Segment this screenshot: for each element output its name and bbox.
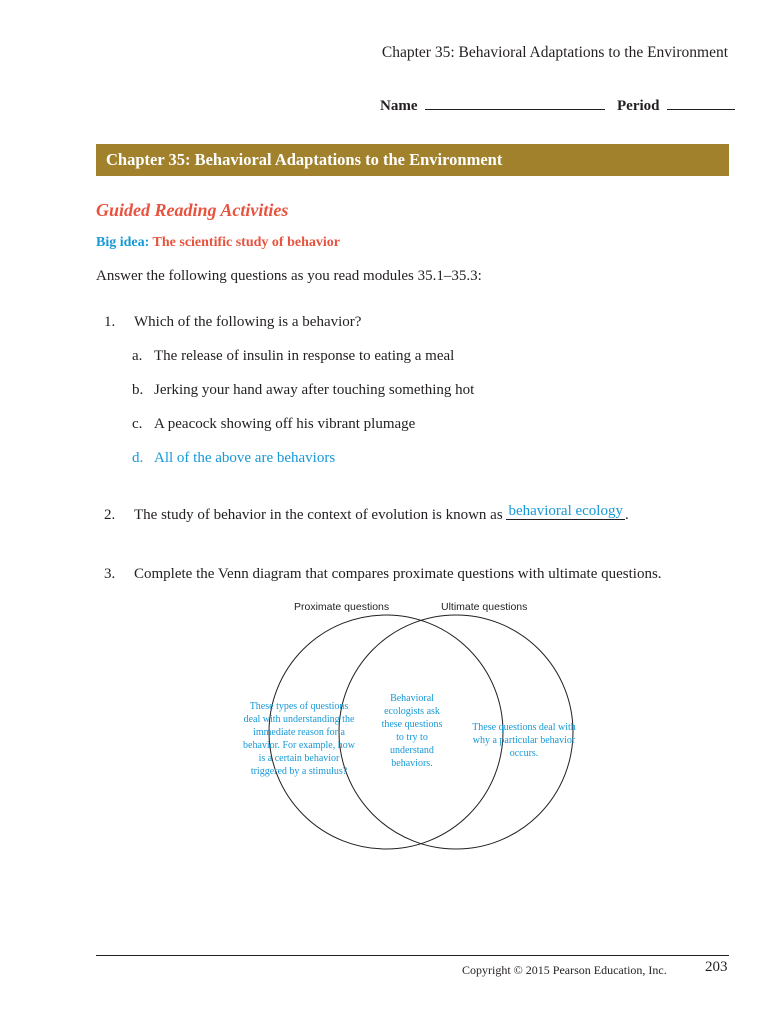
question-end: . <box>624 507 629 523</box>
answer-blank: behavioral ecology <box>508 503 623 519</box>
name-period-line <box>380 97 735 115</box>
instructions: Answer the following questions as you read modules 35.1–35.3: <box>96 268 482 284</box>
option-letter: a. <box>132 348 143 364</box>
venn-left-text: These types of questions deal with understanding the immediate reason for a behavior. For example, how is a certain behavior triggered by a stimulus? <box>243 701 355 777</box>
question-line <box>134 503 629 524</box>
option-text: Jerking your hand away after touching something hot <box>154 382 475 398</box>
big-idea-label: Big idea: <box>96 235 150 250</box>
option-text: All of the above are behaviors <box>154 450 336 466</box>
option-d-answer <box>132 450 632 470</box>
option-c <box>132 416 632 436</box>
running-header: Chapter 35: Behavioral Adaptations to the Environment <box>381 44 728 61</box>
chapter-banner: Chapter 35: Behavioral Adaptations to the Environment <box>96 144 729 176</box>
period-blank <box>667 97 735 110</box>
question-text: Which of the following is a behavior? <box>134 314 362 330</box>
name-blank <box>425 97 605 110</box>
venn-right-text: These questions deal with why a particular behavior occurs. <box>472 722 576 759</box>
big-idea-text: The scientific study of behavior <box>152 235 340 250</box>
name-label: Name <box>380 98 418 114</box>
question-1 <box>104 314 704 334</box>
question-number: 1. <box>104 314 116 330</box>
option-text: A peacock showing off his vibrant plumage <box>154 416 416 432</box>
option-text: The release of insulin in response to eating a meal <box>154 348 455 364</box>
question-number: 2. <box>104 507 116 523</box>
venn-left-label: Proximate questions <box>294 601 390 613</box>
big-idea <box>96 235 340 251</box>
option-letter: c. <box>132 416 143 432</box>
section-title: Guided Reading Activities <box>96 200 289 220</box>
option-letter: d. <box>132 450 144 466</box>
period-label: Period <box>617 98 660 114</box>
option-b <box>132 382 632 402</box>
question-2 <box>104 503 724 529</box>
footer-rule <box>96 955 729 956</box>
question-3 <box>104 566 734 586</box>
question-text: Complete the Venn diagram that compares proximate questions with ultimate questions. <box>134 566 662 582</box>
page-number: 203 <box>705 959 728 975</box>
question-text: The study of behavior in the context of evolution is known as <box>134 507 503 523</box>
question-number: 3. <box>104 566 116 582</box>
venn-center-text: Behavioral ecologists ask these questions to try to understand behaviors. <box>381 693 443 769</box>
copyright: Copyright © 2015 Pearson Education, Inc. <box>462 963 667 977</box>
venn-right-label: Ultimate questions <box>441 601 528 613</box>
option-letter: b. <box>132 382 144 398</box>
option-a <box>132 348 632 368</box>
